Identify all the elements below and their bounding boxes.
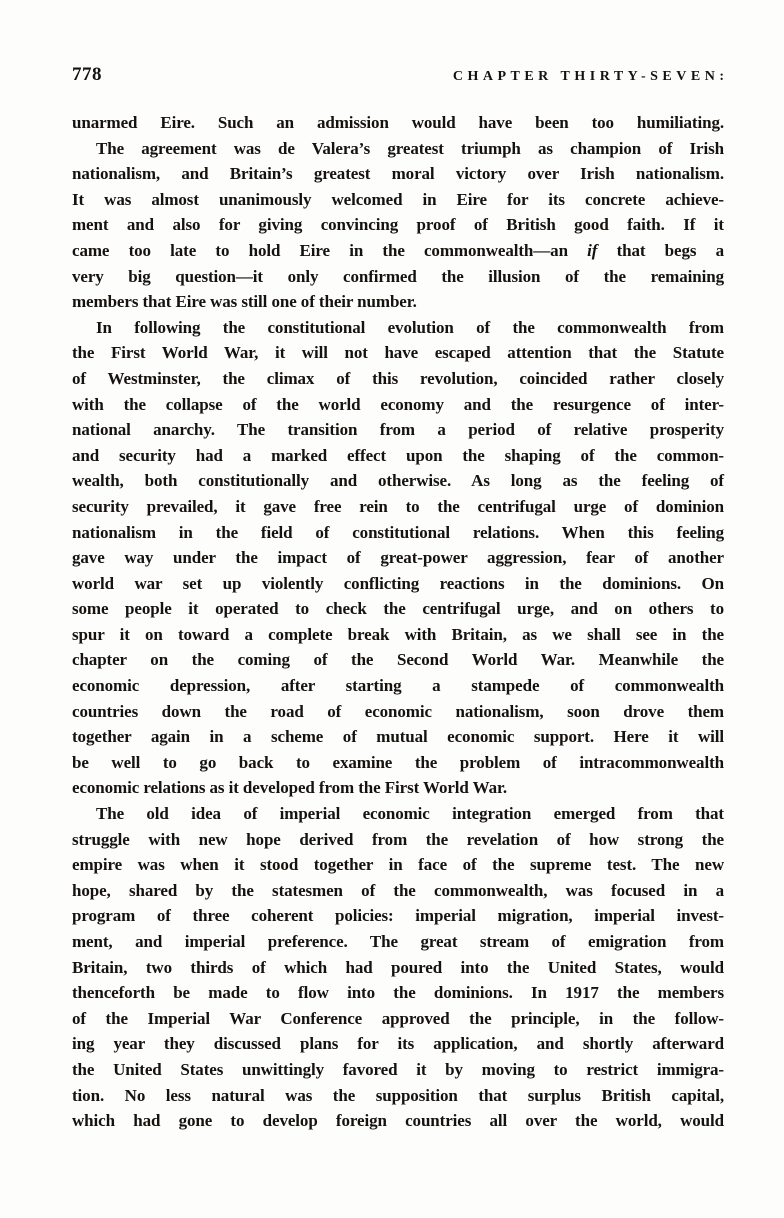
paragraph [72,110,724,136]
text-line: countries down the road of economic nationalism, soon drove them [72,701,724,721]
text-line: ment, and imperial preference. The great stream of emigration from [72,932,724,951]
text-line: the United States unwittingly favored it by moving to restrict immigra- [72,1059,724,1079]
text-line: the First World War, it will not have escaped attention that the Statute [72,343,724,363]
text-line: nationalism in the field of constitutional relations. When this feeling [72,522,724,542]
page-number: 778 [72,64,102,85]
text-line: some people it operated to check the centrifugal urge, and on others to [72,599,724,619]
text-line: empire was when it stood together in face of the supreme test. The new [72,855,724,875]
text-line: world war set up violently conflicting reactions in the dominions. On [72,573,724,593]
text-line: and security had a marked effect upon the shaping of the common- [72,445,724,465]
text-line: wealth, both constitutionally and otherwise. As long as the feeling of [72,471,724,491]
text-line: national anarchy. The transition from a period of relative prosperity [72,420,724,440]
paragraph [72,801,724,1134]
text-line: ment and also for giving convincing proof of British good faith. If it [72,215,724,235]
text-line: spur it on toward a complete break with Britain, as we shall see in the [72,624,724,644]
text-line: security prevailed, it gave free rein to the centrifugal urge of dominion [72,496,724,516]
text-line: Britain, two thirds of which had poured into the United States, would [72,957,724,977]
text-line: economic depression, after starting a stampede of commonwealth [72,676,724,696]
text-line: of the Imperial War Conference approved the principle, in the follow- [72,1008,724,1028]
text-line: ing year they discussed plans for its application, and shortly afterward [72,1034,724,1054]
running-head-chapter-title: CHAPTER THIRTY-SEVEN: [452,69,729,84]
text-line: gave way under the impact of great-power aggression, fear of another [72,548,724,568]
text-line: be well to go back to examine the problem of intracommonwealth [72,752,724,772]
text-line: very big question—it only confirmed the illusion of the remaining [72,266,724,286]
italic-text: if [587,240,598,260]
text-line: which had gone to develop foreign countries all over the world, would [72,1111,724,1131]
text-line: tion. No less natural was the supposition that surplus British capital, [72,1085,724,1105]
text-line: The old idea of imperial economic integration emerged from that [96,804,724,824]
text-line: economic relations as it developed from the First World War. [72,778,508,798]
page-body [72,110,724,1134]
text-line: together again in a scheme of mutual economic support. Here it will [72,727,724,747]
text-line: came too late to hold Eire in the commonwealth—an if that begs a [72,240,724,260]
text-line: hope, shared by the statesmen of the commonwealth, was focused in a [72,880,724,900]
text-line: unarmed Eire. Such an admission would have been too humiliating. [72,113,724,132]
text-line: struggle with new hope derived from the revelation of how strong the [72,829,724,849]
text-line: It was almost unanimously welcomed in Eire for its concrete achieve- [72,189,724,209]
paragraph [72,136,724,315]
text-line: chapter on the coming of the Second World War. Meanwhile the [72,650,724,670]
page-header [72,64,729,86]
text-line: program of three coherent policies: imperial migration, imperial invest- [72,906,724,926]
text-line: In following the constitutional evolution of the commonwealth from [96,317,724,337]
text-line: with the collapse of the world economy and the resurgence of inter- [72,394,724,414]
text-line: The agreement was de Valera’s greatest triumph as champion of Irish [96,138,724,158]
text-line: members that Eire was still one of their number. [72,292,417,312]
text-line: of Westminster, the climax of this revolution, coincided rather closely [72,368,724,388]
text-line: nationalism, and Britain’s greatest moral victory over Irish nationalism. [72,164,724,184]
text-line: thenceforth be made to flow into the dominions. In 1917 the members [72,983,724,1003]
paragraph [72,315,724,801]
